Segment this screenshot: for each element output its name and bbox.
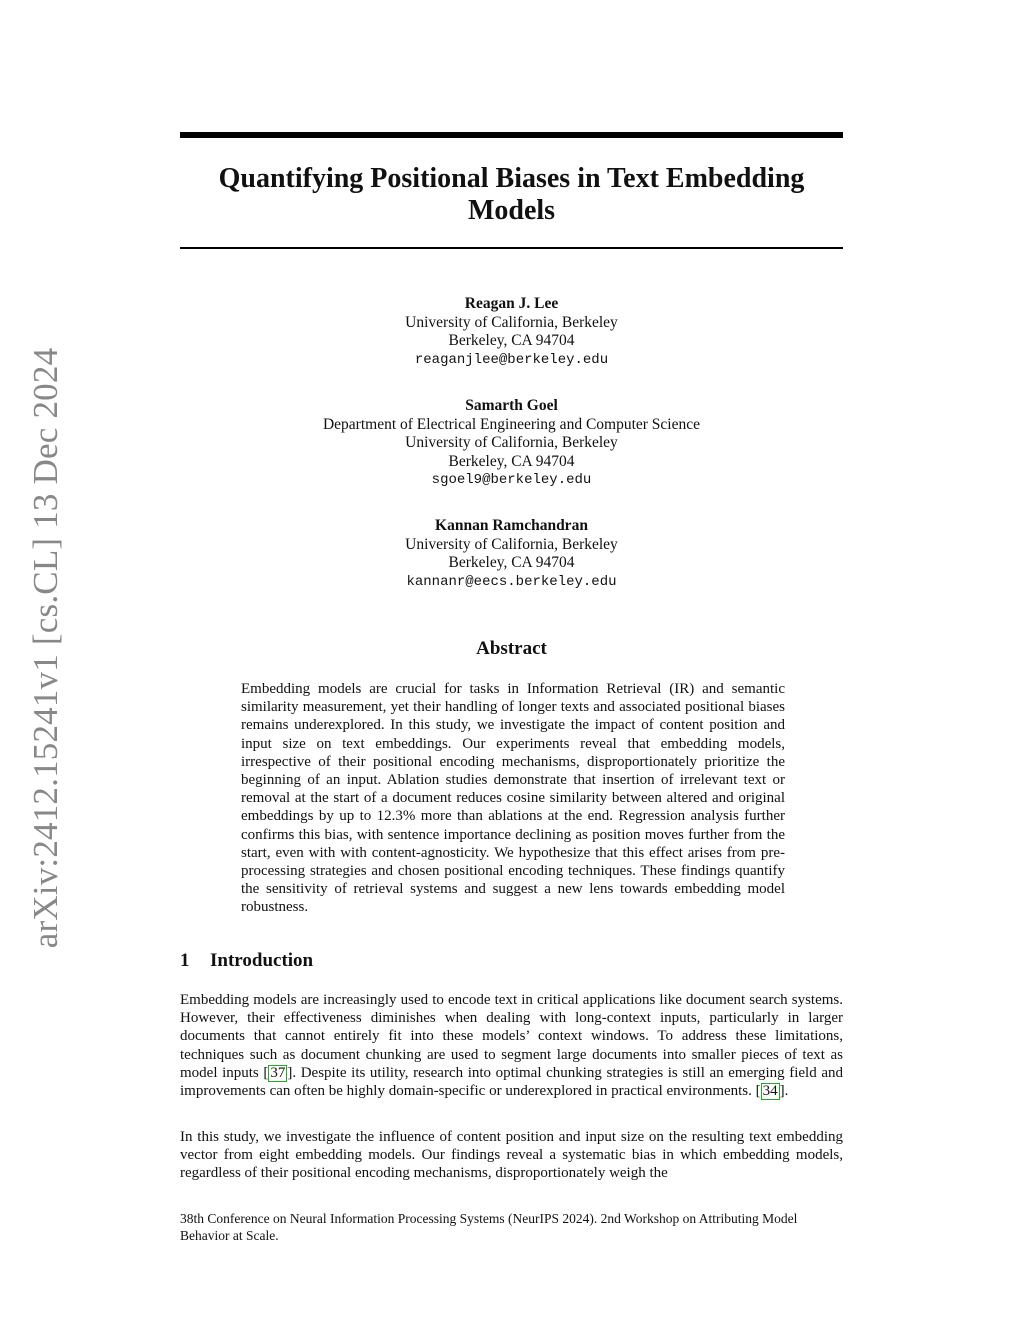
title-top-rule — [180, 132, 843, 138]
intro-paragraph-2: In this study, we investigate the influence of content position and input size on the resulting text embedding vector from eight embedding models. Our findings reveal a systematic bias in which embedding models, regardless of their positional encoding mechanisms, disproportionately weigh the — [180, 1129, 843, 1182]
author-block-3 — [180, 517, 843, 591]
abstract-text: Embedding models are crucial for tasks in Information Retrieval (IR) and semantic similarity measurement, yet their handling of longer texts and associated positional biases remains underexplored. In this study, we investigate the impact of content position and input size on text embeddings. Our experiments reveal that embedding models, irrespective of their positional encoding mechanisms, disproportionately prioritize the beginning of an input. Ablation studies demonstrate that insertion of irrelevant text or removal at the start of a document reduces cosine similarity between altered and original embeddings by up to 12.3% more than ablations at the end. Regression analysis further confirms this bias, with sentence importance declining as position moves further from the start, even with with content-agnosticity. We hypothesize that this effect arises from pre-processing strategies and chosen positional encoding techniques. These findings quantify the sensitivity of retrieval systems and suggest a new lens towards embedding model robustness. — [241, 681, 785, 916]
author-affiliation: University of California, Berkeley — [405, 313, 618, 331]
author-email[interactable]: kannanr@eecs.berkeley.edu — [406, 573, 617, 590]
author-name: Kannan Ramchandran — [435, 517, 588, 534]
citation-link[interactable]: 34 — [762, 1083, 778, 1100]
conference-footnote: 38th Conference on Neural Information Processing Systems (NeurIPS 2024). 2nd Workshop on Attributing Model Behavior at Scale. — [180, 1211, 798, 1243]
author-email[interactable]: sgoel9@berkeley.edu — [431, 472, 592, 488]
author-address: Berkeley, CA 94704 — [448, 332, 575, 349]
paragraph-text: Embedding models are increasingly used to encode text in critical applications like document search systems. However, their effectiveness diminishes when dealing with long-context inputs, particularly in larger documents that cannot entirely fit into these models’ context windows. To address these limitations, techniques such as document chunking are used to segment large documents into smaller pieces of text as model inputs [ — [180, 992, 843, 1081]
author-affiliation: University of California, Berkeley — [405, 434, 618, 451]
section-heading-introduction — [180, 950, 313, 972]
author-email[interactable]: reaganjlee@berkeley.edu — [414, 351, 609, 368]
author-name: Samarth Goel — [465, 397, 558, 414]
paragraph-text: ]. — [779, 1083, 789, 1100]
section-number: 1 — [180, 950, 190, 971]
title-bottom-rule — [180, 247, 843, 249]
author-block-1 — [180, 295, 843, 369]
author-affiliation: University of California, Berkeley — [405, 535, 618, 553]
paragraph-text: ]. Despite its utility, research into optimal chunking strategies is still an emerging field and improvements can often be highly domain-specific or underexplored in practical environments. [ — [180, 1064, 843, 1100]
author-department: Department of Electrical Engineering and Computer Science — [322, 415, 701, 433]
author-name: Reagan J. Lee — [464, 295, 559, 312]
intro-paragraph-1 — [180, 991, 843, 1100]
author-address: Berkeley, CA 94704 — [448, 452, 575, 470]
abstract-heading: Abstract — [476, 638, 547, 659]
author-block-2 — [180, 397, 843, 490]
paper-title: Quantifying Positional Biases in Text Embedding Models — [218, 163, 805, 226]
citation-link[interactable]: 37 — [270, 1064, 286, 1081]
arxiv-identifier: arXiv:2412.15241v1 [cs.CL] 13 Dec 2024 — [26, 347, 65, 949]
section-title: Introduction — [210, 950, 314, 971]
author-address: Berkeley, CA 94704 — [448, 554, 575, 571]
